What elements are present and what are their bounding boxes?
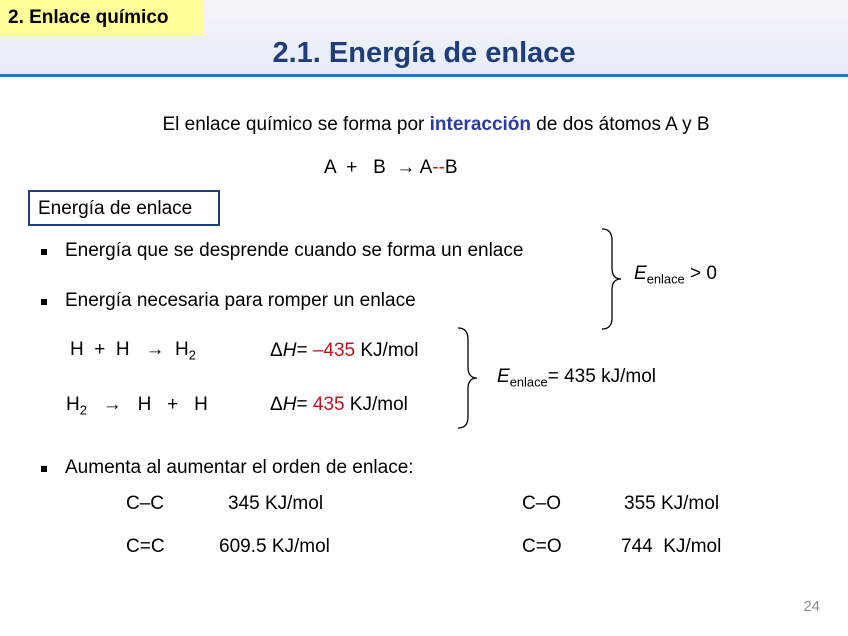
delta-h-symbol: ΔH xyxy=(270,394,297,415)
bond-energy: 345 KJ/mol xyxy=(228,493,324,514)
intro-text-after: de dos átomos A y B xyxy=(531,114,710,135)
energy-subscript: enlace xyxy=(509,374,548,390)
right-brace-icon xyxy=(456,327,480,429)
intro-text-before: El enlace químico se forma por xyxy=(162,114,430,135)
bullet-square-icon xyxy=(41,299,47,305)
reaction-2-enthalpy xyxy=(270,394,408,416)
reaction-2-lhs xyxy=(66,394,208,416)
enlace-value-rest: = 435 kJ/mol xyxy=(547,366,656,387)
equals-sign: = xyxy=(296,340,313,361)
bond-type: C–C xyxy=(126,493,165,514)
reaction-1-unit: KJ/mol xyxy=(355,340,419,361)
equation-product-b: B xyxy=(444,157,458,178)
bullet-3-text: Aumenta al aumentar el orden de enlace: xyxy=(65,457,414,478)
delta-h-symbol: ΔH xyxy=(270,340,297,361)
bond-type: C=O xyxy=(522,536,562,557)
formation-equation xyxy=(324,157,458,179)
reaction-1-lhs-text: H + H → H xyxy=(70,339,189,360)
energy-subscript: enlace xyxy=(646,271,685,287)
bond-energy: 744 KJ/mol xyxy=(621,536,722,557)
right-brace-icon xyxy=(600,228,624,330)
reaction-1-enthalpy xyxy=(270,340,418,362)
page-number: 24 xyxy=(803,598,820,615)
reaction-1-lhs xyxy=(70,339,196,361)
reaction-2-lhs-h: H xyxy=(66,394,80,415)
reaction-2-rest: → H + H xyxy=(86,394,208,415)
reaction-1-value: –435 xyxy=(312,340,356,361)
equals-sign: = xyxy=(296,394,313,415)
energy-symbol: E xyxy=(634,263,647,284)
reaction-1-subscript: 2 xyxy=(188,347,196,363)
bullet-2-text: Energía necesaria para romper un enlace xyxy=(65,290,416,311)
enlace-value-label xyxy=(497,366,656,388)
energy-symbol: E xyxy=(497,366,510,387)
reaction-2-subscript: 2 xyxy=(79,402,87,418)
slide-title: 2.1. Energía de enlace xyxy=(272,37,576,69)
equation-product-a: A xyxy=(415,157,433,178)
enlace-positive-label xyxy=(634,263,717,285)
intro-highlight: interacción xyxy=(429,114,532,135)
bond-type: C=C xyxy=(126,536,165,557)
bullet-square-icon xyxy=(41,249,47,255)
equation-left: A + B xyxy=(324,157,397,178)
bond-energy: 355 KJ/mol xyxy=(624,493,720,514)
reaction-2-unit: KJ/mol xyxy=(344,394,408,415)
bullet-square-icon xyxy=(41,466,47,472)
equation-bond: -- xyxy=(432,157,445,178)
enlace-positive-rest: > 0 xyxy=(684,263,717,284)
arrow-icon: → xyxy=(396,157,416,178)
intro-sentence xyxy=(0,114,848,136)
section-tag: 2. Enlace químico xyxy=(0,0,204,35)
bullet-1-text: Energía que se desprende cuando se forma un enlace xyxy=(65,240,524,261)
bond-type: C–O xyxy=(522,493,562,514)
boxed-label: Energía de enlace xyxy=(28,190,220,226)
header-rule xyxy=(0,74,848,77)
reaction-2-value: 435 xyxy=(312,394,345,415)
bond-energy: 609.5 KJ/mol xyxy=(219,536,330,557)
